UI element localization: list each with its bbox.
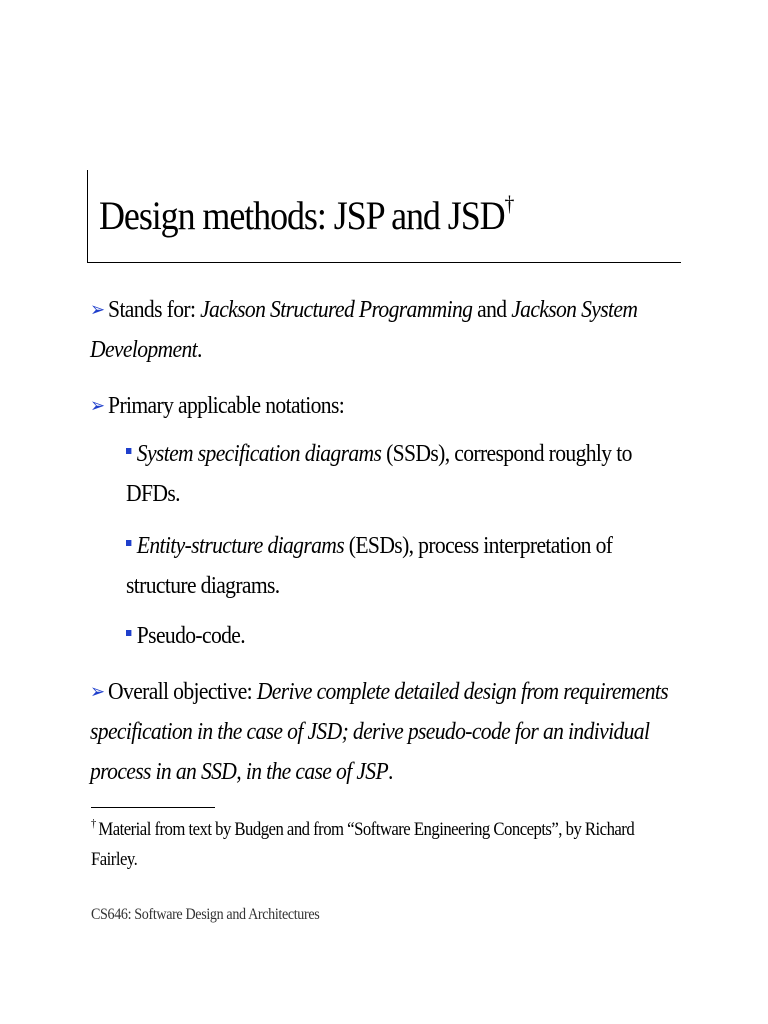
title-dagger-mark: †: [504, 191, 514, 216]
footnote-dagger-mark: †: [91, 816, 96, 830]
bullet-objective: [90, 671, 684, 792]
arrow-bullet-icon: ➢: [90, 679, 105, 703]
term-esd: Entity-structure diagrams: [136, 533, 345, 559]
sub-bullet-ssd-text: (SSDs), correspond roughly to DFDs.: [126, 441, 632, 507]
bullet-objective-period: .: [388, 759, 393, 785]
title-vertical-rule: [87, 170, 88, 262]
footnote: [91, 815, 672, 875]
term-jsp: Jackson Structured Programming: [200, 297, 473, 323]
arrow-bullet-icon: ➢: [90, 393, 105, 417]
sub-bullet-pseudocode-text: Pseudo-code.: [136, 623, 246, 649]
title-horizontal-rule: [87, 262, 681, 263]
bullet-notations-text: Primary applicable notations:: [108, 393, 345, 419]
sub-bullet-esd-text: (ESDs), process interpretation of structure diagrams.: [126, 533, 613, 599]
objective-text: Derive complete detailed design from requirements specification in the case of JSD; derive pseudo-code for an individual process in an SSD, in the case of JSP: [90, 679, 669, 785]
sub-bullet-esd: [126, 526, 666, 606]
arrow-bullet-icon: ➢: [90, 297, 105, 321]
slide-title: [99, 190, 513, 242]
sub-bullet-ssd: [126, 434, 666, 514]
bullet-stands-for-prefix: Stands for:: [108, 297, 201, 323]
slide-title-text: Design methods: JSP and JSD: [99, 193, 505, 238]
footnote-text: Material from text by Budgen and from “Software Engineering Concepts”, by Richard Fairley.: [91, 819, 635, 870]
bullet-stands-for: [90, 289, 684, 370]
sub-bullet-pseudocode: [126, 616, 666, 656]
term-jsd: Jackson System Development: [90, 297, 638, 363]
square-bullet-icon: [126, 630, 131, 636]
footer-course-label: CS646: Software Design and Architectures: [91, 906, 320, 923]
footnote-rule: [91, 807, 215, 808]
bullet-stands-for-period: .: [197, 337, 202, 363]
square-bullet-icon: [126, 540, 131, 546]
bullet-stands-for-and: and: [472, 297, 512, 323]
bullet-objective-prefix: Overall objective:: [108, 679, 257, 705]
term-ssd: System specification diagrams: [136, 441, 382, 467]
square-bullet-icon: [126, 448, 131, 454]
bullet-notations: [90, 385, 684, 426]
